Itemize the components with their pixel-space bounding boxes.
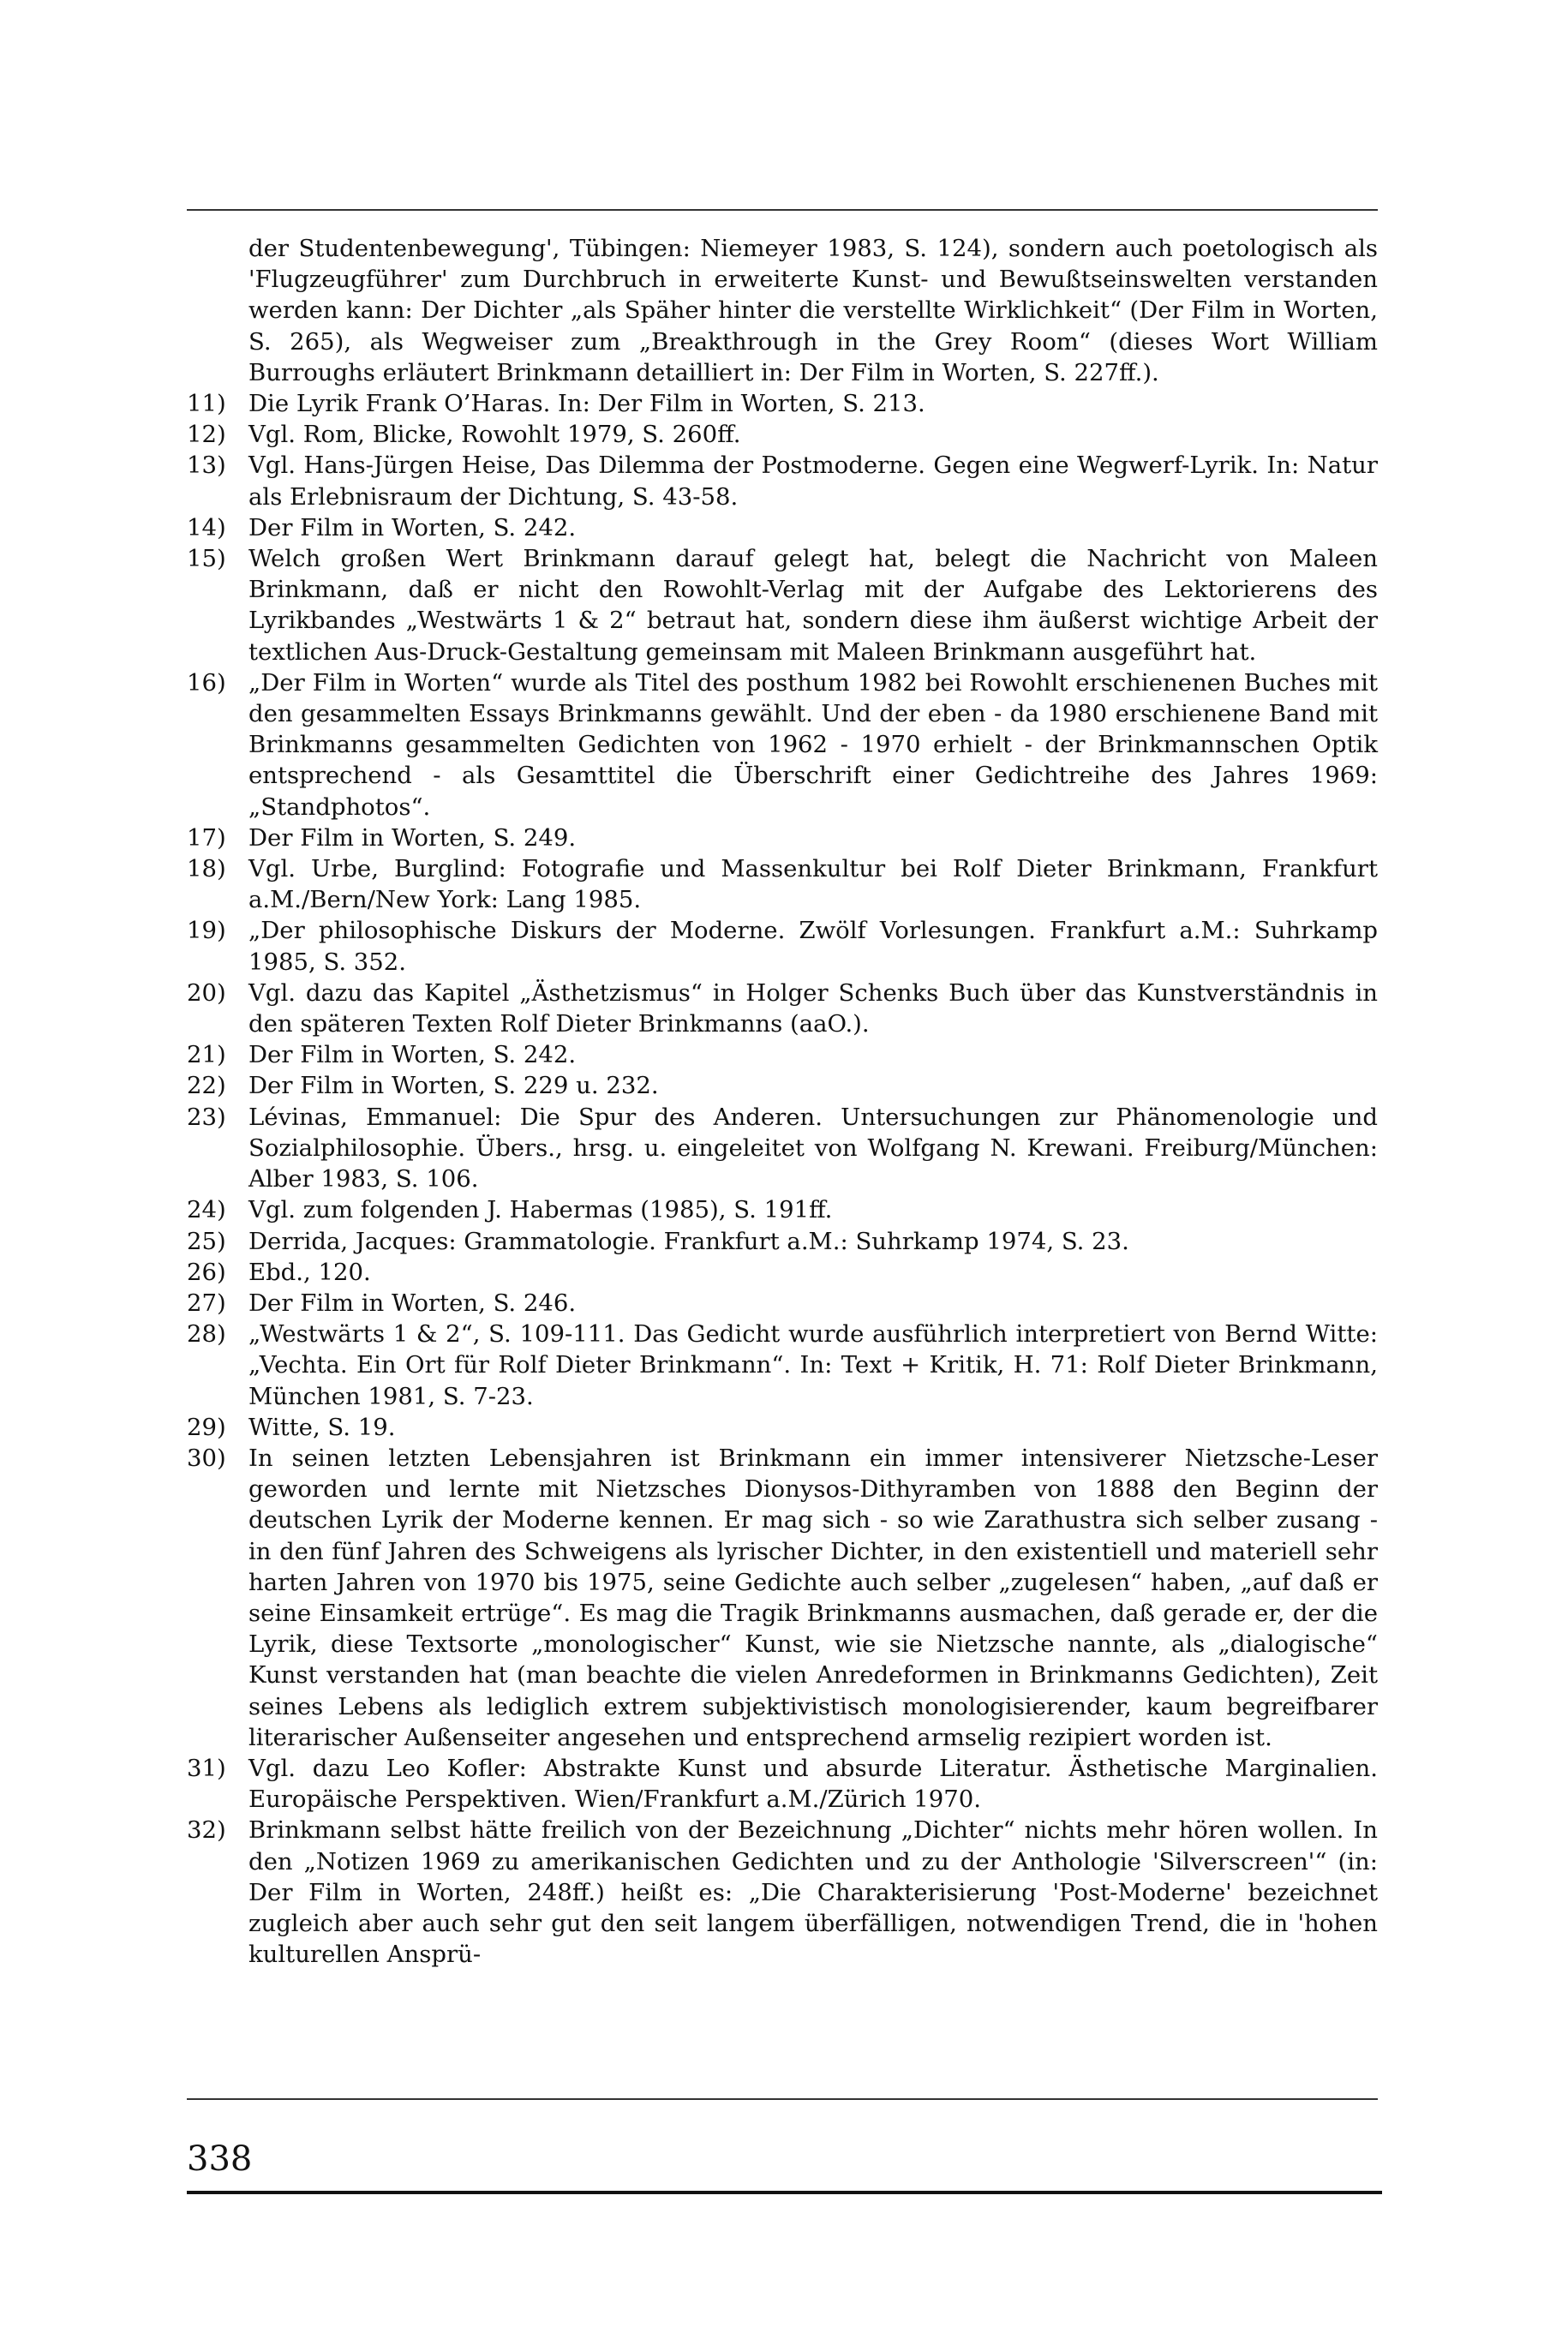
footnote-number: 32): [187, 1816, 226, 1845]
footnote-text: In seinen letzten Lebensjahren ist Brinkmann ein immer intensiverer Nietzsche-Leser geworden und lernte mit Nietzsches Dionysos-Dithyramben von 1888 den Beginn der deutschen Lyrik der Moderne kennen. Er mag sich - so wie Zarathustra sich selber zusang - in den fünf Jahren des Schweigens als lyrischer Dichter, in den existentiell und materiell sehr harten Jahren von 1970 bis 1975, seine Gedichte auch selber „zugelesen“ haben, „auf daß er seine Einsamkeit ertrüge“. Es mag die Tragik Brinkmanns ausmachen, daß gerade er, der die Lyrik, diese Textsorte „monologischer“ Kunst, wie sie Nietzsche nannte, als „dialogische“ Kunst verstanden hat (man beachte die vielen Anredeformen in Brinkmanns Gedichten), Zeit seines Lebens als lediglich extrem subjektivistisch monologisierender, kaum begreifbarer literarischer Außenseiter angesehen und entsprechend armselig rezipiert worden ist.: [248, 1444, 1378, 1751]
footnote-number: 12): [187, 421, 226, 449]
footnote-text: Ebd., 120.: [248, 1258, 371, 1286]
page-number: 338: [187, 2139, 253, 2179]
footnote: [187, 667, 1378, 823]
footnote: [187, 1443, 1378, 1753]
footnote: [187, 1319, 1378, 1412]
footnote: [187, 1753, 1378, 1815]
footnote-number: 11): [187, 390, 226, 418]
footnote-number: 16): [187, 668, 226, 697]
footnote-text: Der Film in Worten, S. 242.: [248, 1041, 577, 1069]
footnote-text: Derrida, Jacques: Grammatologie. Frankfurt a.M.: Suhrkamp 1974, S. 23.: [248, 1227, 1129, 1255]
footnote-number: 25): [187, 1227, 226, 1255]
footnote-text: „Westwärts 1 & 2“, S. 109-111. Das Gedicht wurde ausführlich interpretiert von Bernd Witte: „Vechta. Ein Ort für Rolf Dieter Brinkmann“. In: Text + Kritik, H. 71: Rolf Dieter Brinkmann, München 1981, S. 7-23.: [248, 1320, 1378, 1410]
footnote-number: 27): [187, 1289, 226, 1317]
footnote: [187, 823, 1378, 853]
footnote: [187, 450, 1378, 511]
footnote-list: [187, 388, 1378, 1970]
footnote: [187, 1412, 1378, 1443]
footnote: [187, 853, 1378, 915]
footnote-text: Lévinas, Emmanuel: Die Spur des Anderen. Untersuchungen zur Phänomenologie und Sozialphilosophie. Übers., hrsg. u. eingeleitet von Wolfgang N. Krewani. Freiburg/München: Alber 1983, S. 106.: [248, 1103, 1378, 1193]
footnote-number: 13): [187, 452, 226, 480]
footnote-text: „Der Film in Worten“ wurde als Titel des posthum 1982 bei Rowohlt erschienenen Buches mit den gesammelten Essays Brinkmanns gewählt. Und der eben - da 1980 erschienene Band mit Brinkmanns gesammelten Gedichten von 1962 - 1970 erhielt - der Brinkmannschen Optik entsprechend - als Gesamttitel die Überschrift einer Gedichtreihe des Jahres 1969: „Standphotos“.: [248, 668, 1378, 821]
footnote-number: 19): [187, 917, 226, 945]
footnote-number: 22): [187, 1072, 226, 1100]
bottom-rule: [187, 2098, 1378, 2100]
footnote-text: Der Film in Worten, S. 249.: [248, 823, 577, 852]
footnote: [187, 419, 1378, 450]
footnote-number: 14): [187, 513, 226, 541]
footnote-number: 18): [187, 855, 226, 883]
footnote: [187, 512, 1378, 543]
footnote: [187, 1070, 1378, 1101]
footnote-number: 15): [187, 545, 226, 573]
footnote: [187, 1226, 1378, 1257]
footnote-text: Der Film in Worten, S. 229 u. 232.: [248, 1072, 659, 1100]
footnote: [187, 1288, 1378, 1319]
footnote-text: Die Lyrik Frank O’Haras. In: Der Film in Worten, S. 213.: [248, 390, 925, 418]
footnote: [187, 1039, 1378, 1070]
footnote-text: Vgl. dazu das Kapitel „Ästhetzismus“ in Holger Schenks Buch über das Kunstverständnis in den späteren Texten Rolf Dieter Brinkmanns (aaO.).: [248, 978, 1378, 1038]
top-rule: [187, 209, 1378, 211]
footnote-text: Vgl. zum folgenden J. Habermas (1985), S. 191ff.: [248, 1196, 833, 1224]
footnote: [187, 1257, 1378, 1288]
footnote-text: Welch großen Wert Brinkmann darauf gelegt hat, belegt die Nachricht von Maleen Brinkmann, daß er nicht den Rowohlt-Verlag mit der Aufgabe des Lektorierens des Lyrikbandes „Westwärts 1 & 2“ betraut hat, sondern diese ihm äußerst wichtige Arbeit der textlichen Aus-Druck-Gestaltung gemeinsam mit Maleen Brinkmann ausgeführt hat.: [248, 545, 1378, 666]
footnote: [187, 388, 1378, 419]
footnote: [187, 915, 1378, 977]
footnote-number: 21): [187, 1041, 226, 1069]
footnote-number: 17): [187, 823, 226, 852]
footnote-text: Vgl. Hans-Jürgen Heise, Das Dilemma der Postmoderne. Gegen eine Wegwerf-Lyrik. In: Natur als Erlebnisraum der Dichtung, S. 43-58.: [248, 452, 1378, 511]
footnote-number: 30): [187, 1444, 226, 1472]
footnote: [187, 543, 1378, 667]
footnote-number: 26): [187, 1258, 226, 1286]
footnote-text: „Der philosophische Diskurs der Moderne. Zwölf Vorlesungen. Frankfurt a.M.: Suhrkamp 1985, S. 352.: [248, 917, 1378, 976]
footnote-number: 20): [187, 978, 226, 1007]
footnote: [187, 978, 1378, 1039]
footnote: [187, 1102, 1378, 1195]
footnote-text: Vgl. Urbe, Burglind: Fotografie und Massenkultur bei Rolf Dieter Brinkmann, Frankfurt a.M./Bern/New York: Lang 1985.: [248, 855, 1378, 914]
footnote-continuation: der Studentenbewegung', Tübingen: Niemeyer 1983, S. 124), sondern auch poetologisch als 'Flugzeugführer' zum Durchbruch in erweiterte Kunst- und Bewußtseinswelten verstanden werden kann: Der Dichter „als Späher hinter die verstellte Wirklichkeit“ (Der Film in Worten, S. 265), als Wegweiser zum „Breakthrough in the Grey Room“ (dieses Wort William Burroughs erläutert Brinkmann detailliert in: Der Film in Worten, S. 227ff.).: [248, 235, 1378, 386]
footnote-text: Vgl. Rom, Blicke, Rowohlt 1979, S. 260ff.: [248, 421, 741, 449]
footnote: [187, 1815, 1378, 1970]
footnote-number: 24): [187, 1196, 226, 1224]
footnotes: [187, 233, 1378, 1970]
footnote-text: Der Film in Worten, S. 242.: [248, 513, 577, 541]
footnote-text: Der Film in Worten, S. 246.: [248, 1289, 577, 1317]
footnote-text: Brinkmann selbst hätte freilich von der Bezeichnung „Dichter“ nichts mehr hören wollen. In den „Notizen 1969 zu amerikanischen Gedichten und zu der Anthologie 'Silverscreen'“ (in: Der Film in Worten, 248ff.) heißt es: „Die Charakterisierung 'Post-Moderne' bezeichnet zugleich aber auch sehr gut den seit langem überfälligen, notwendigen Trend, die in 'hohen kulturellen Ansprü-: [248, 1816, 1378, 1969]
footnote: [187, 1194, 1378, 1225]
footnote-text: Witte, S. 19.: [248, 1413, 396, 1441]
footnote-number: 23): [187, 1103, 226, 1131]
footnote-text: Vgl. dazu Leo Kofler: Abstrakte Kunst und absurde Literatur. Ästhetische Marginalien. Europäische Perspektiven. Wien/Frankfurt a.M./Zürich 1970.: [248, 1754, 1378, 1814]
footnote-number: 29): [187, 1413, 226, 1441]
page-number-underline: [187, 2191, 1382, 2194]
footnote-number: 31): [187, 1754, 226, 1782]
footnote-number: 28): [187, 1320, 226, 1349]
